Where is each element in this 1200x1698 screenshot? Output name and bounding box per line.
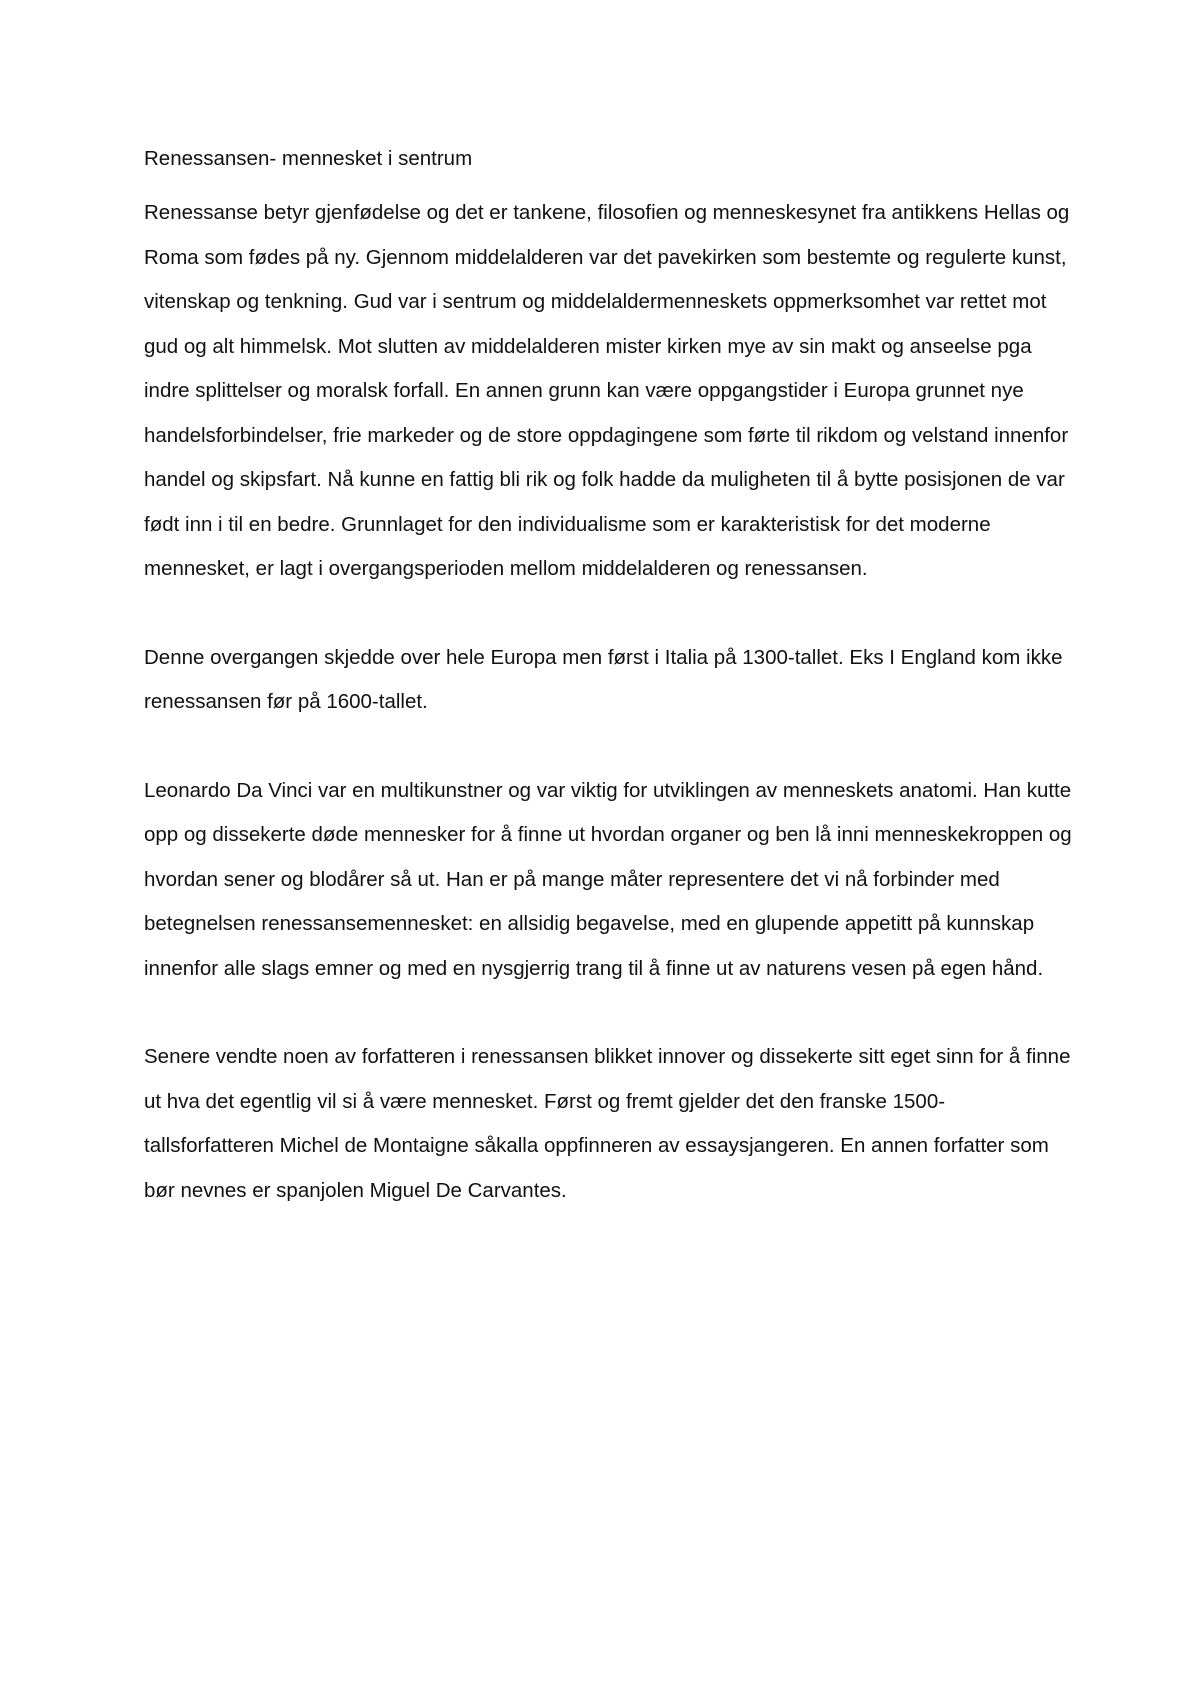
paragraph-renaissance-definition: Renessanse betyr gjenfødelse og det er tankene, filosofien og menneskesynet fra antikkens Hellas og Roma som fødes på ny. Gjennom middelalderen var det pavekirken som bestemte og regulerte kunst, vitenskap og tenkning. Gud var i sentrum og middelaldermenneskets oppmerksomhet var rettet mot gud og alt himmelsk. Mot slutten av middelalderen mister kirken mye av sin makt og anseelse pga indre splittelser og moralsk forfall. En annen grunn kan være oppgangstider i Europa grunnet nye handelsforbindelser, frie markeder og de store oppdagingene som førte til rikdom og velstand innenfor handel og skipsfart. Nå kunne en fattig bli rik og folk hadde da muligheten til å bytte posisjonen de var født inn i til en bedre. Grunnlaget for den individualisme som er karakteristisk for det moderne mennesket, er lagt i overgangsperioden mellom middelalderen og renessansen. bbox=[144, 201, 1070, 580]
paragraph-transition-europe: Denne overgangen skjedde over hele Europa men først i Italia på 1300-tallet. Eks I England kom ikke renessansen før på 1600-tallet. bbox=[144, 645, 1063, 713]
document-body bbox=[144, 140, 1074, 1213]
paragraph-montaigne-cervantes: Senere vendte noen av forfatteren i renessansen blikket innover og dissekerte sitt eget sinn for å finne ut hva det egentlig vil si å være mennesket. Først og fremt gjelder det den franske 1500-tallsforfatteren Michel de Montaigne såkalla oppfinneren av essaysjangeren. En annen forfatter som bør nevnes er spanjolen Miguel De Carvantes. bbox=[144, 1045, 1071, 1202]
paragraph-leonardo-da-vinci: Leonardo Da Vinci var en multikunstner og var viktig for utviklingen av menneskets anatomi. Han kutte opp og dissekerte døde mennesker for å finne ut hvordan organer og ben lå inni menneskekroppen og hvordan sener og blodårer så ut. Han er på mange måter representere det vi nå forbinder med betegnelsen renessansemennesket: en allsidig begavelse, med en glupende appetitt på kunnskap innenfor alle slags emner og med en nysgjerrig trang til å finne ut av naturens vesen på egen hånd. bbox=[144, 778, 1072, 980]
document-title: Renessansen- mennesket i sentrum bbox=[144, 147, 473, 170]
